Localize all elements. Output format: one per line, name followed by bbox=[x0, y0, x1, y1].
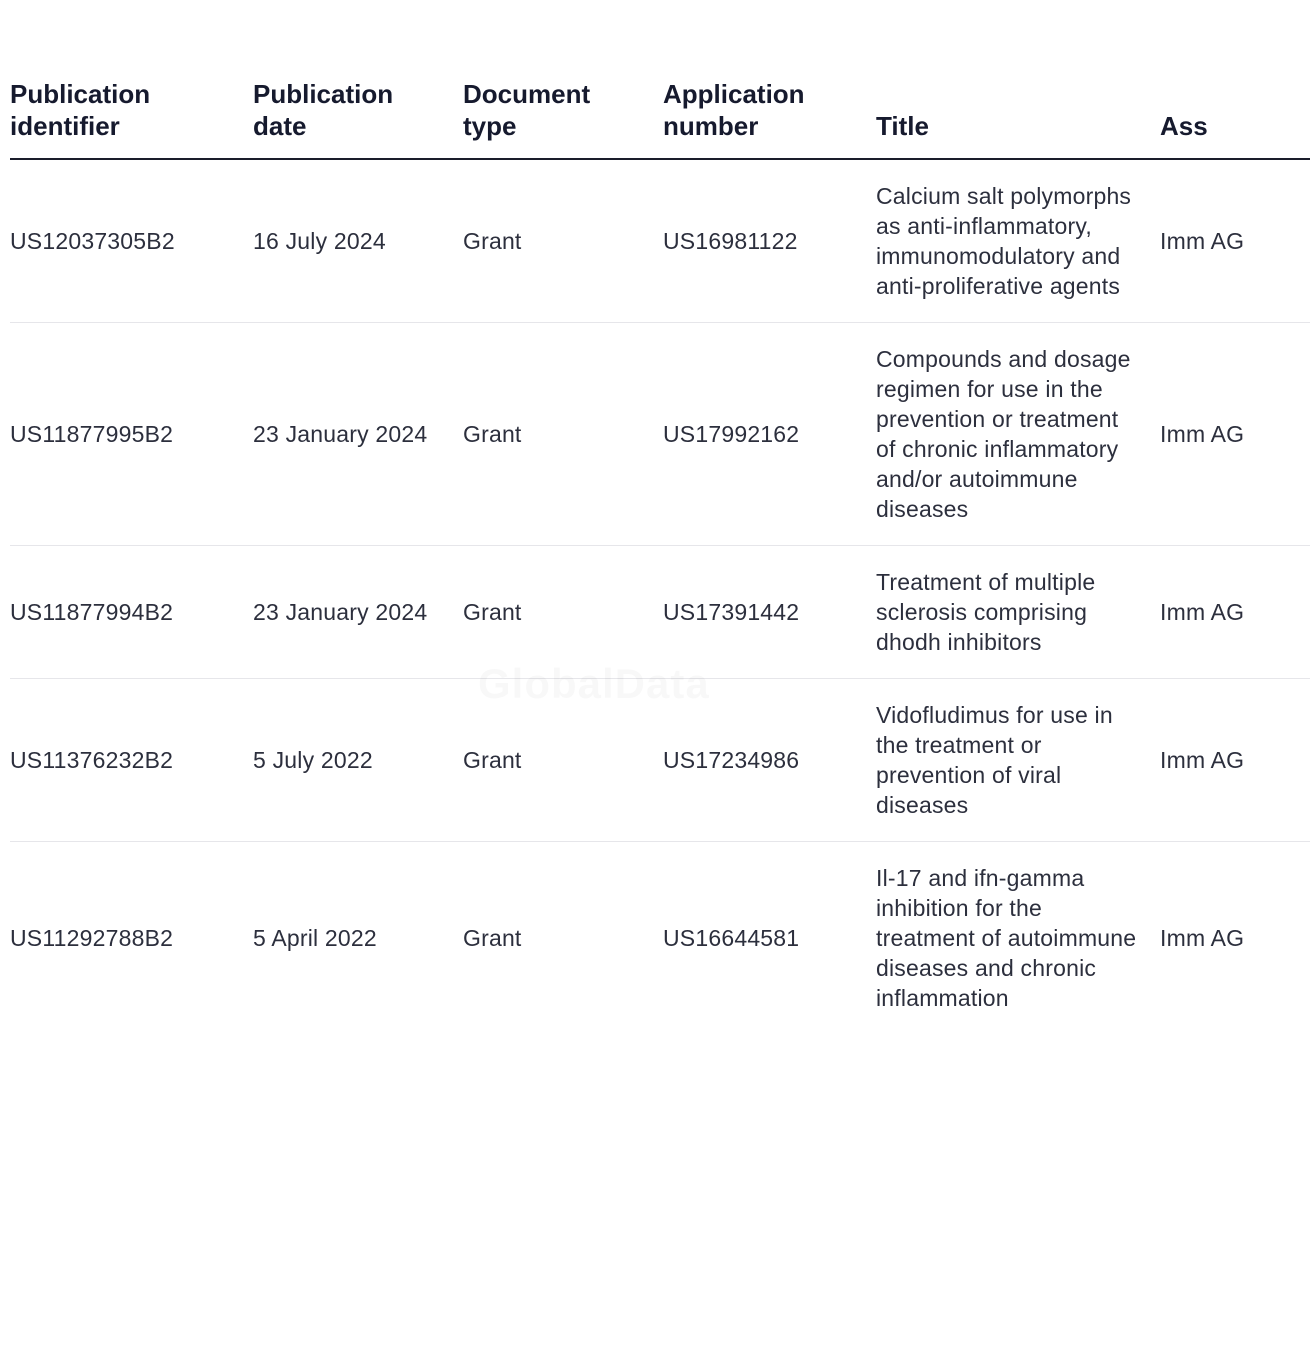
cell-publication-identifier: US11292788B2 bbox=[10, 925, 174, 951]
header-publication-identifier: Publication identifier bbox=[10, 0, 253, 159]
table-row bbox=[10, 679, 1310, 842]
patent-table-container bbox=[10, 0, 1245, 1370]
header-title: Title bbox=[876, 0, 1160, 159]
header-application-number: Application number bbox=[663, 0, 876, 159]
table-row bbox=[10, 546, 1310, 679]
cell-application-number: US16981122 bbox=[663, 159, 876, 323]
cell-document-type: Grant bbox=[463, 679, 663, 842]
cell-document-type: Grant bbox=[463, 925, 522, 951]
table-row bbox=[10, 842, 1310, 1035]
table-header-row bbox=[10, 0, 1310, 159]
cell-title: Il-17 and ifn-gamma inhibition for the treatment of autoimmune diseases and chronic inflammation bbox=[876, 865, 1137, 1011]
cell-publication-identifier: US11877994B2 bbox=[10, 546, 253, 679]
cell-application-number: US17391442 bbox=[663, 546, 876, 679]
table-row bbox=[10, 159, 1310, 323]
table-row bbox=[10, 323, 1310, 546]
cell-publication-date: 23 January 2024 bbox=[253, 546, 463, 679]
cell-title: Treatment of multiple sclerosis comprising dhodh inhibitors bbox=[876, 546, 1160, 679]
cell-application-number: US17234986 bbox=[663, 679, 876, 842]
cell-title: Compounds and dosage regimen for use in the prevention or treatment of chronic inflammatory and/or autoimmune diseases bbox=[876, 323, 1160, 546]
cell-document-type: Grant bbox=[463, 546, 663, 679]
cell-assignee: Imm AG bbox=[1160, 546, 1310, 679]
cell-assignee: Imm AG bbox=[1160, 679, 1310, 842]
cell-publication-identifier: US12037305B2 bbox=[10, 159, 253, 323]
cell-assignee: Imm AG bbox=[1160, 323, 1310, 546]
cell-document-type: Grant bbox=[463, 323, 663, 546]
header-publication-date: Publication date bbox=[253, 0, 463, 159]
cell-publication-date: 23 January 2024 bbox=[253, 323, 463, 546]
cell-title: Vidofludimus for use in the treatment or prevention of viral diseases bbox=[876, 679, 1160, 842]
cell-title: Calcium salt polymorphs as anti-inflammatory, immunomodulatory and anti-proliferative agents bbox=[876, 159, 1160, 323]
cell-publication-date: 16 July 2024 bbox=[253, 159, 463, 323]
cell-publication-date: 5 July 2022 bbox=[253, 679, 463, 842]
cell-publication-identifier: US11376232B2 bbox=[10, 679, 253, 842]
cell-publication-date: 5 April 2022 bbox=[253, 925, 377, 951]
cell-application-number: US17992162 bbox=[663, 323, 876, 546]
cell-assignee: Imm AG bbox=[1160, 925, 1245, 951]
header-assignee: Ass bbox=[1160, 0, 1310, 159]
cell-publication-identifier: US11877995B2 bbox=[10, 323, 253, 546]
cell-assignee: Imm AG bbox=[1160, 159, 1310, 323]
cell-application-number: US16644581 bbox=[663, 925, 800, 951]
cell-document-type: Grant bbox=[463, 159, 663, 323]
patent-table bbox=[10, 0, 1310, 1034]
header-document-type: Document type bbox=[463, 0, 663, 159]
